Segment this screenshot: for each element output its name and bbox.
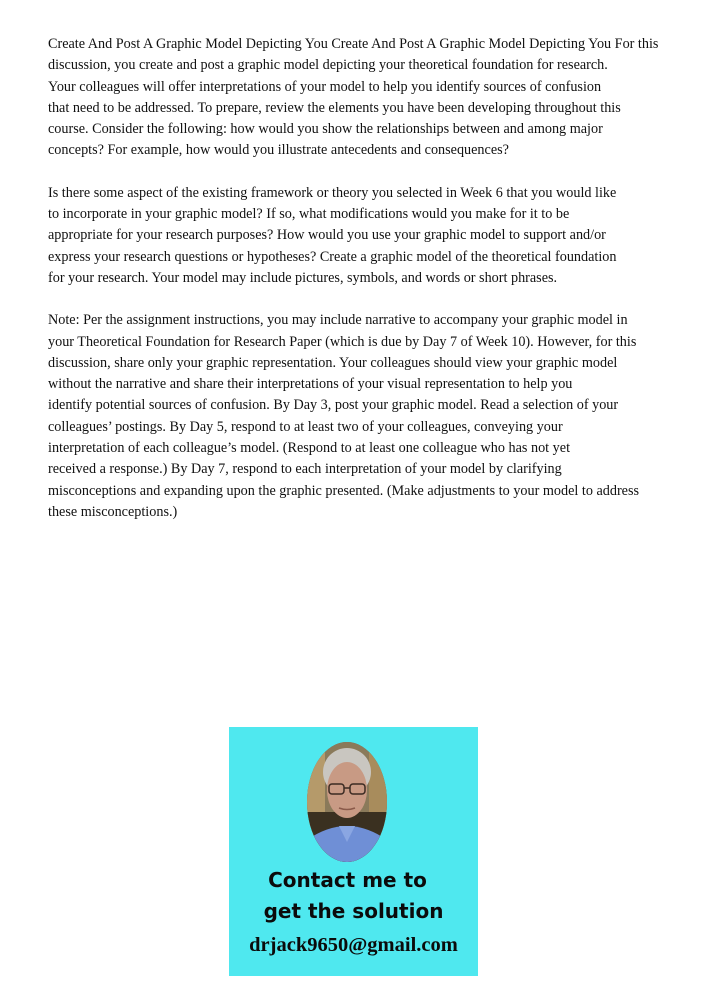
text-line: these misconceptions.) [48,503,178,520]
text-line: Your colleagues will offer interpretations of your model to help you identify sources of confusion [48,78,602,95]
cta-line-1: Contact me to [268,868,427,892]
text-line: for your research. Your model may include pictures, symbols, and words or short phrases. [48,269,558,286]
contact-email[interactable]: drjack9650@gmail.com [249,934,458,956]
document-body [48,34,688,544]
text-line: received a response.) By Day 7, respond to each interpretation of your model by clarifying [48,461,562,478]
paragraph-3 [48,310,688,523]
text-line: interpretation of each colleague’s model. (Respond to at least one colleague who has not yet [48,440,571,457]
text-line: discussion, share only your graphic representation. Your colleagues should view your graphic model [48,354,618,371]
text-line: concepts? For example, how would you illustrate antecedents and consequences? [48,142,509,159]
text-line: your Theoretical Foundation for Research Paper (which is due by Day 7 of Week 10). However, for this [48,333,637,350]
paragraph-1 [48,34,688,162]
text-line: misconceptions and expanding upon the graphic presented. (Make adjustments to your model to address [48,482,640,499]
text-line: to incorporate in your graphic model? If so, what modifications would you make for it to be [48,206,570,223]
text-line: that need to be addressed. To prepare, review the elements you have been developing throughout this [48,99,621,116]
text-line: without the narrative and share their interpretations of your visual representation to help you [48,376,573,393]
text-line: Note: Per the assignment instructions, you may include narrative to accompany your graphic model in [48,312,628,329]
text-line: identify potential sources of confusion. By Day 3, post your graphic model. Read a selection of your [48,397,619,414]
contact-promo-banner[interactable] [229,727,478,976]
text-line: discussion, you create and post a graphic model depicting your theoretical foundation for research. [48,57,608,74]
text-line: course. Consider the following: how would you show the relationships between and among major [48,121,603,138]
cta-line-2: get the solution [263,899,444,923]
text-line: appropriate for your research purposes? How would you use your graphic model to support and/or [48,227,606,244]
text-line: Create And Post A Graphic Model Depicting You Create And Post A Graphic Model Depicting You For this [48,36,659,52]
text-line: colleagues’ postings. By Day 5, respond to at least two of your colleagues, conveying your [48,418,563,435]
paragraph-2 [48,183,688,289]
text-line: Is there some aspect of the existing framework or theory you selected in Week 6 that you would like [48,184,617,201]
text-line: express your research questions or hypotheses? Create a graphic model of the theoretical foundation [48,248,617,265]
person-portrait-icon [307,742,387,862]
